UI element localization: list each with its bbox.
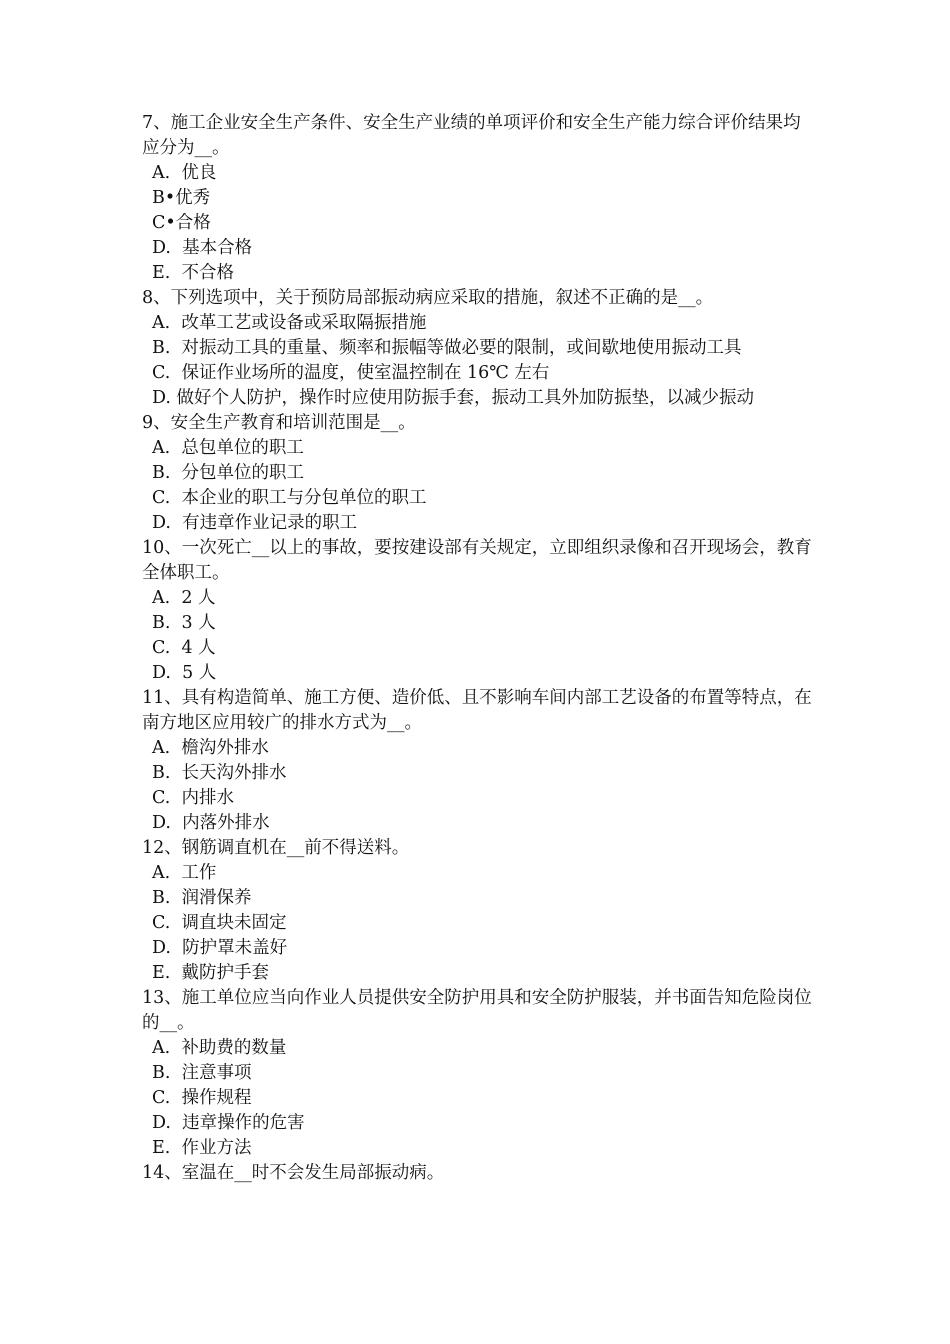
option-item: E. 不合格	[152, 263, 234, 283]
option-item: D. 防护罩未盖好	[152, 938, 288, 958]
question-stem: 9、安全生产教育和培训范围是__。	[142, 413, 416, 433]
option-item: A. 檐沟外排水	[152, 738, 269, 758]
option-item: D. 5 人	[152, 663, 217, 683]
question-stem: 10、一次死亡__以上的事故，要按建设部有关规定，立即组织录像和召开现场会，教育全体职工。	[142, 538, 812, 583]
question-list	[142, 111, 812, 1186]
option-item: B•优秀	[152, 188, 211, 208]
option-item: A. 改革工艺或设备或采取隔振措施	[152, 313, 427, 333]
option-item: C. 内排水	[152, 788, 234, 808]
option-item: A. 总包单位的职工	[152, 438, 304, 458]
question-stem: 13、施工单位应当向作业人员提供安全防护用具和安全防护服装，并书面告知危险岗位的__。	[142, 988, 812, 1033]
option-item: C•合格	[152, 213, 211, 233]
option-item: E. 戴防护手套	[152, 963, 269, 983]
option-item: B. 3 人	[152, 613, 216, 633]
option-item: A. 优良	[152, 163, 217, 183]
option-item: C. 本企业的职工与分包单位的职工	[152, 488, 427, 508]
option-item: D. 内落外排水	[152, 813, 270, 833]
question-stem: 7、施工企业安全生产条件、安全生产业绩的单项评价和安全生产能力综合评价结果均应分为__。	[142, 113, 801, 158]
option-item: B. 注意事项	[152, 1063, 252, 1083]
option-item: A. 2 人	[152, 588, 216, 608]
option-item: D. 做好个人防护，操作时应使用防振手套，振动工具外加防振垫，以减少振动	[152, 388, 755, 408]
question-stem: 14、室温在__时不会发生局部振动病。	[142, 1163, 445, 1183]
option-item: D. 违章操作的危害	[152, 1113, 305, 1133]
option-item: C. 保证作业场所的温度，使室温控制在 16℃ 左右	[152, 363, 550, 383]
option-item: B. 对振动工具的重量、频率和振幅等做必要的限制，或间歇地使用振动工具	[152, 338, 742, 358]
option-item: C. 4 人	[152, 638, 216, 658]
option-item: B. 分包单位的职工	[152, 463, 305, 483]
option-item: B. 长天沟外排水	[152, 763, 287, 783]
question-stem: 11、具有构造简单、施工方便、造价低、且不影响车间内部工艺设备的布置等特点，在南方地区应用较广的排水方式为__。	[142, 688, 812, 733]
question-stem: 8、下列选项中，关于预防局部振动病应采取的措施，叙述不正确的是__。	[142, 288, 714, 308]
option-item: C. 调直块未固定	[152, 913, 287, 933]
question-stem: 12、钢筋调直机在__前不得送料。	[142, 838, 410, 858]
option-item: D. 有违章作业记录的职工	[152, 513, 358, 533]
option-item: D. 基本合格	[152, 238, 253, 258]
option-item: A. 补助费的数量	[152, 1038, 287, 1058]
option-item: E. 作业方法	[152, 1138, 252, 1158]
option-item: B. 润滑保养	[152, 888, 252, 908]
option-item: C. 操作规程	[152, 1088, 252, 1108]
option-item: A. 工作	[152, 863, 217, 883]
